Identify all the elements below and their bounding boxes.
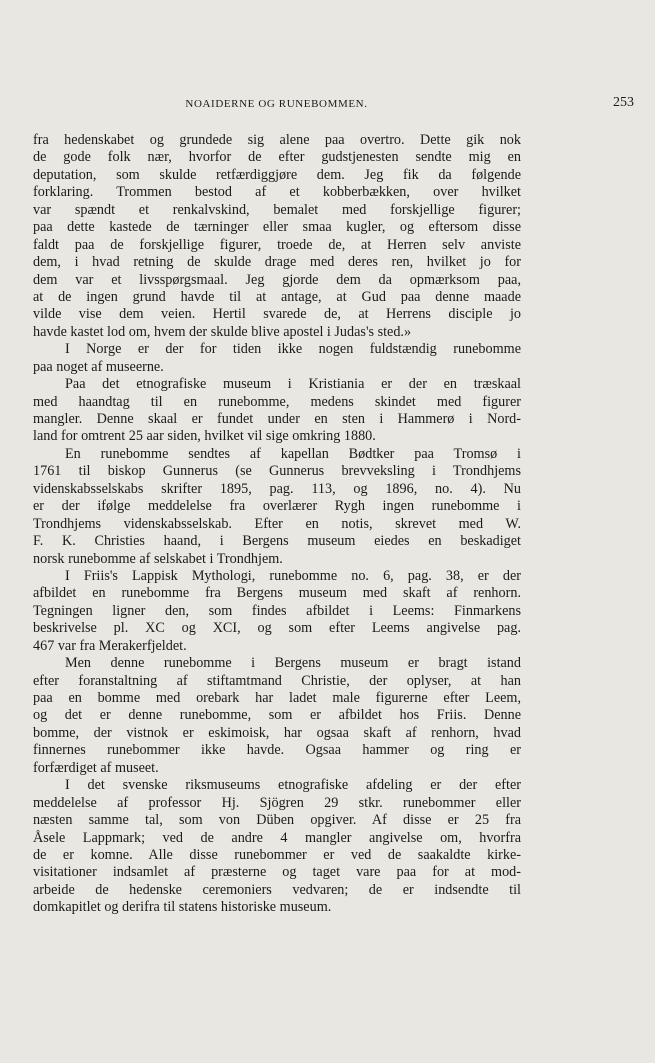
text-line: mangler. Denne skaal er fundet under en sten i Hammerø i Nord- [33, 411, 521, 427]
text-line: vilde vise dem veien. Hertil svarede de, at Herrens disciple jo [33, 306, 521, 323]
text-line: afbildet en runebomme fra Bergens museum med skaft af renhorn. [33, 585, 521, 602]
text-line: videnskabsselskabs skrifter 1895, pag. 113, og 1896, no. 4). Nu [33, 480, 521, 497]
text-line: var spændt et renkalvskind, bemalet med forskjellige figurer; [33, 201, 521, 218]
text-line: med haandtag til en runebomme, medens skindet med figurer [33, 393, 521, 410]
body-text [33, 132, 521, 917]
text-line: Paa det etnografiske museum i Kristiania er der en træskaal [65, 376, 521, 393]
text-line: de gode folk nær, hvorfor de efter gudstjenesten sendte mig en [33, 149, 521, 166]
text-line: dem, i hvad retning de skulde drage med deres ren, hvilket jo for [33, 254, 521, 271]
text-line: næsten samme tal, som von Düben opgiver. Af disse er 25 fra [33, 812, 521, 829]
text-line: beskrivelse pl. XC og XCI, og som efter Leems angivelse pag. [33, 620, 521, 637]
text-line: En runebomme sendtes af kapellan Bødtker paa Tromsø i [65, 445, 521, 462]
text-line: F. K. Christies haand, i Bergens museum eiedes en beskadiget [33, 533, 521, 550]
text-line: paa en bomme med orebark har ladet male figurerne efter Leem, [33, 690, 521, 706]
text-line: I Friis's Lappisk Mythologi, runebomme no. 6, pag. 38, er der [65, 567, 521, 584]
text-line: Åsele Lappmark; ved de andre 4 mangler angivelse om, hvorfra [33, 829, 521, 846]
text-line: deputation, som skulde retfærdiggjøre dem. Jeg fik da følgende [33, 166, 521, 183]
text-line: faldt paa de forskjellige figurer, troede de, at Herren selv anviste [33, 236, 521, 253]
text-line: forklaring. Trommen bestod af et kobberbækken, over hvilket [33, 184, 521, 201]
text-line: meddelelse af professor Hj. Sjögren 29 stkr. runebommer eller [33, 794, 521, 811]
text-line: Tegningen ligner den, som findes afbildet i Leems: Finmarkens [33, 602, 521, 619]
page-header [33, 95, 634, 116]
text-line: land for omtrent 25 aar siden, hvilket vil sige omkring 1880. [33, 428, 376, 445]
text-line: finnernes runebommer ikke havde. Ogsaa hammer og ring er [33, 742, 521, 759]
text-line: bomme, der vistnok er eskimoisk, har ogsaa skaft af renhorn, hvad [33, 724, 521, 741]
text-line: paa noget af museerne. [33, 358, 164, 375]
text-line: efter foranstaltning af stiftamtmand Christie, der oplyser, at han [33, 672, 521, 689]
text-line: arbeide de hedenske ceremoniers vedvaren; de er indsendte til [33, 881, 521, 898]
running-title: NOAIDERNE OG RUNEBOMMEN. [185, 98, 368, 110]
text-line: visitationer indsamlet af præsterne og taget vare paa for at mod- [33, 864, 521, 881]
text-line: havde kastet lod om, hvem der skulde blive apostel i Judas's sted.» [33, 323, 412, 340]
text-line: 467 var fra Merakerfjeldet. [33, 637, 187, 654]
text-line: dem var et livsspørgsmaal. Jeg gjorde dem da opmærksom paa, [33, 271, 521, 288]
text-line: og det er denne runebomme, som er afbildet hos Friis. Denne [33, 707, 521, 724]
text-line: at de ingen grund havde til at antage, at Gud paa denne maade [33, 288, 521, 305]
text-line: I Norge er der for tiden ikke nogen fuldstændig runebomme [65, 341, 521, 358]
text-line: paa dette kastede de tærninger eller smaa kugler, og eftersom disse [33, 219, 521, 236]
text-line: domkapitlet og derifra til statens historiske museum. [33, 899, 332, 916]
text-line: Trondhjems videnskabsselskab. Efter en notis, skrevet med W. [33, 515, 521, 532]
text-line: de er komne. Alle disse runebommer er ved de saakaldte kirke- [33, 846, 521, 863]
page-number: 253 [613, 95, 634, 110]
text-line: er der ifølge meddelelse fra overlærer Rygh ingen runebomme i [33, 498, 521, 515]
text-line: I det svenske riksmuseums etnografiske afdeling er der efter [65, 777, 521, 794]
text-line: Men denne runebomme i Bergens museum er bragt istand [65, 655, 521, 672]
text-line: fra hedenskabet og grundede sig alene paa overtro. Dette gik nok [33, 132, 521, 148]
text-line: 1761 til biskop Gunnerus (se Gunnerus brevveksling i Trondhjems [33, 463, 521, 480]
text-line: norsk runebomme af selskabet i Trondhjem. [33, 550, 283, 567]
text-line: forfærdiget af museet. [33, 759, 159, 776]
